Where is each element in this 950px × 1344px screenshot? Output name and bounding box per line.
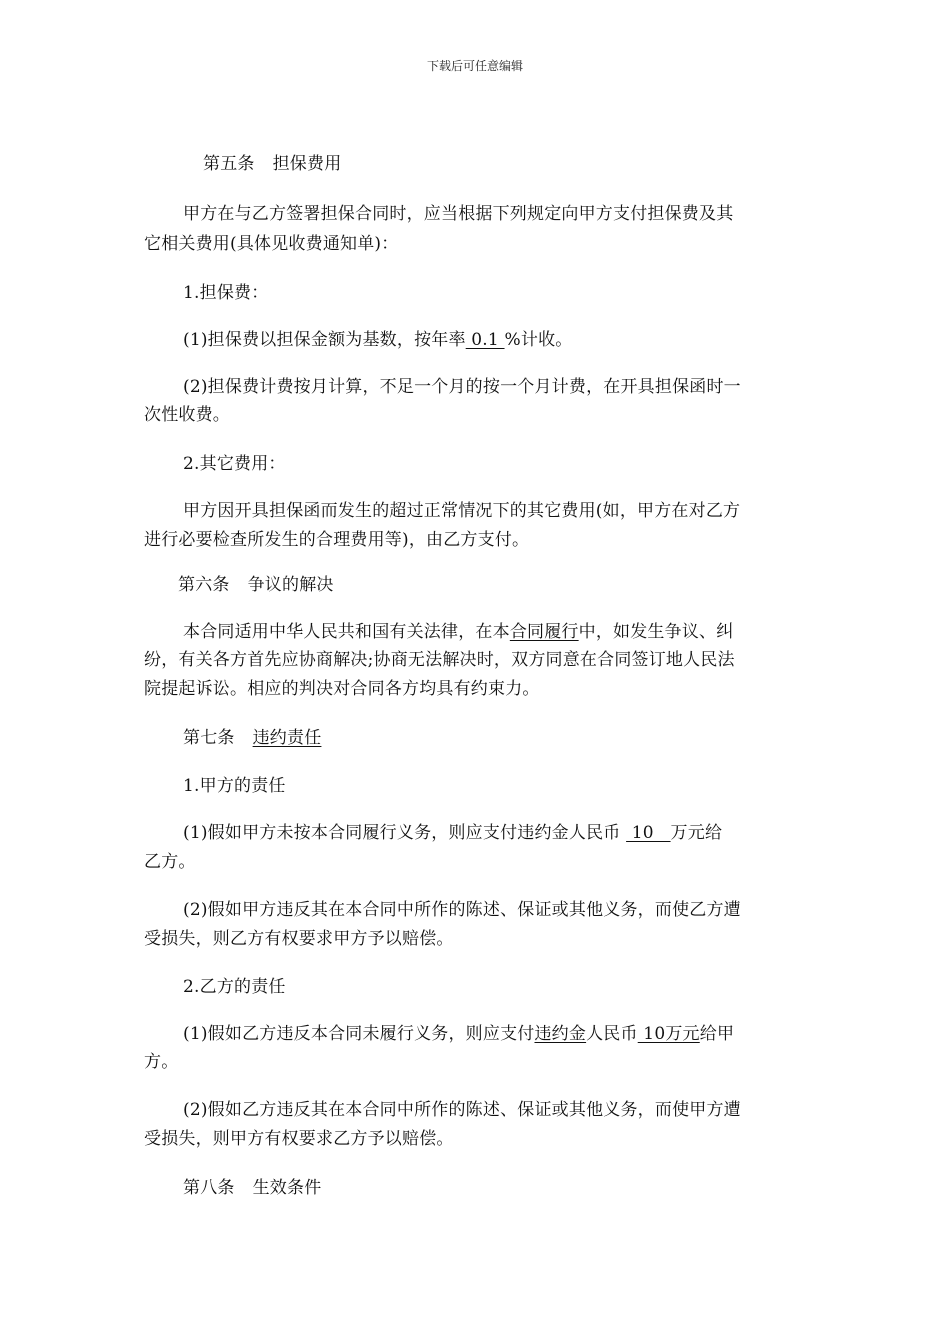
paragraph-line: 甲方在与乙方签署担保合同时，应当根据下列规定向甲方支付担保费及其 [183,204,734,224]
article-heading: 担保费用 [272,154,342,174]
underlined-term: 合同履行 [509,622,579,642]
article-5-title [203,152,341,176]
article-number: 第六条 [178,575,230,595]
paragraph-line: (2)担保费计费按月计算，不足一个月的按一个月计费，在开具担保函时一 [183,377,741,397]
article-number: 第七条 [183,728,235,748]
page-header: 下载后可任意编辑 [426,59,523,73]
paragraph-line: 甲方因开具担保函而发生的超过正常情况下的其它费用(如，甲方在对乙方 [183,501,741,521]
article-heading: 生效条件 [252,1178,322,1198]
text-span: 给甲 [699,1024,735,1044]
text-span: (1)假如甲方未按本合同履行义务，则应支付违约金人民币 [183,823,627,843]
text-span: %计收。 [504,330,573,350]
article-7-title [183,726,321,750]
paragraph-line: 乙方。 [144,852,196,872]
text-span: 中，如发生争议、纠 [578,622,734,642]
paragraph-line: 进行必要检查所发生的合理费用等)，由乙方支付。 [144,530,530,550]
article-8-title [183,1176,321,1200]
paragraph-line [183,821,722,845]
text-span: 人民币 [586,1024,638,1044]
paragraph-line: 方。 [144,1052,179,1072]
article-number: 第五条 [203,154,255,174]
text-span: 本合同适用中华人民共和国有关法律，在本 [183,622,510,642]
paragraph-line [183,620,733,644]
paragraph-line: 受损失，则乙方有权要求甲方予以赔偿。 [144,929,454,949]
article-6-title [178,573,334,597]
underlined-term: 违约金 [534,1024,587,1044]
text-span: (1)假如乙方违反本合同未履行义务，则应支付 [183,1024,535,1044]
text-span: 万元给 [670,823,723,843]
article-heading: 违约责任 [252,728,322,748]
paragraph-line: 纷，有关各方首先应协商解决;协商无法解决时，双方同意在合同签订地人民法 [144,650,735,670]
paragraph-line: 它相关费用(具体见收费通知单)： [144,234,399,254]
paragraph-line: 次性收费。 [144,405,230,425]
text-span: (1)担保费以担保金额为基数，按年率 [183,330,466,350]
list-item-heading: 2.其它费用： [183,454,286,474]
penalty-amount: 10 [626,823,671,843]
paragraph-line [183,328,573,352]
penalty-amount: 10万元 [637,1024,700,1044]
paragraph-line: (2)假如甲方违反其在本合同中所作的陈述、保证或其他义务，而使乙方遭 [183,900,741,920]
article-heading: 争议的解决 [247,575,334,595]
rate-value: 0.1 [465,330,505,350]
paragraph-line: (2)假如乙方违反其在本合同中所作的陈述、保证或其他义务，而使甲方遭 [183,1100,741,1120]
list-item-heading: 2.乙方的责任 [183,977,286,997]
list-item-heading: 1.担保费： [183,283,269,303]
list-item-heading: 1.甲方的责任 [183,776,286,796]
paragraph-line [183,1022,734,1046]
paragraph-line: 受损失，则甲方有权要求乙方予以赔偿。 [144,1129,454,1149]
article-number: 第八条 [183,1178,235,1198]
paragraph-line: 院提起诉讼。相应的判决对合同各方均具有约束力。 [144,679,540,699]
